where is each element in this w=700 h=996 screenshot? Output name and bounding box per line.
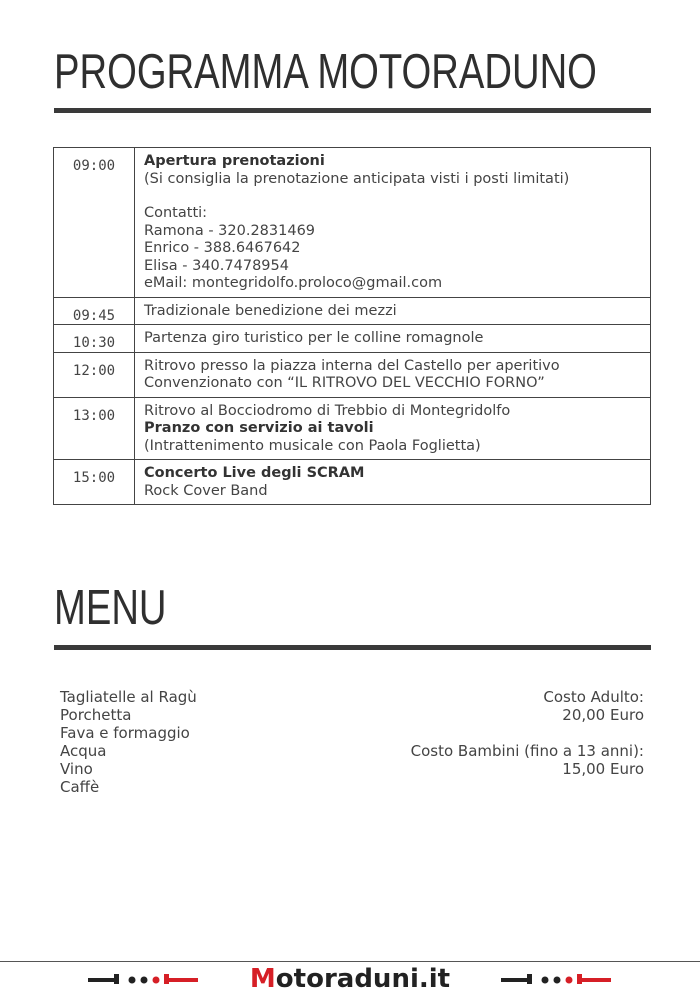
menu-divider (54, 645, 651, 650)
event-title: Ritrovo presso la piazza interna del Castello per aperitivo (144, 357, 560, 374)
event-title: Tradizionale benedizione dei mezzi (144, 302, 397, 319)
time-cell: 13:00 (54, 397, 135, 460)
adult-price-value: 20,00 Euro (562, 706, 644, 724)
motorbike-dots-icon (501, 971, 613, 987)
list-item: Caffè (60, 778, 100, 796)
description-cell (135, 325, 651, 353)
contact-phone: Enrico - 388.6467642 (144, 240, 301, 256)
description-cell (135, 148, 651, 298)
table-row (54, 460, 651, 505)
table-row (54, 325, 651, 353)
time-cell: 15:00 (54, 460, 135, 505)
footer-divider (0, 961, 700, 962)
event-note: (Intrattenimento musicale con Paola Foglietta) (144, 437, 481, 454)
event-title: Ritrovo al Bocciodromo di Trebbio di Montegridolfo (144, 402, 511, 419)
table-row (54, 148, 651, 298)
adult-price-label: Costo Adulto: (543, 688, 644, 706)
time-cell: 09:45 (54, 297, 135, 325)
event-title: Partenza giro turistico per le colline romagnole (144, 330, 484, 346)
program-title: PROGRAMMA MOTORADUNO (54, 45, 597, 99)
event-highlight: Pranzo con servizio ai tavoli (144, 420, 374, 436)
event-title: Concerto Live degli SCRAM (144, 465, 365, 481)
contact-email: eMail: montegridolfo.proloco@gmail.com (144, 275, 443, 291)
time-cell: 12:00 (54, 352, 135, 397)
description-cell (135, 397, 651, 460)
menu-prices (411, 688, 644, 778)
menu-items (60, 688, 197, 796)
description-cell (135, 352, 651, 397)
description-cell (135, 460, 651, 505)
description-cell (135, 297, 651, 325)
list-item: Fava e formaggio (60, 724, 190, 742)
title-divider (54, 108, 651, 113)
list-item: Acqua (60, 742, 107, 760)
list-item: Vino (60, 760, 93, 778)
event-note: (Si consiglia la prenotazione anticipata visti i posti limitati) (144, 170, 570, 187)
time-cell: 10:30 (54, 325, 135, 353)
contacts-label: Contatti: (144, 205, 208, 221)
child-price-value: 15,00 Euro (562, 760, 644, 778)
event-title: Apertura prenotazioni (144, 153, 325, 169)
list-item: Tagliatelle al Ragù (60, 688, 197, 706)
time-cell: 09:00 (54, 148, 135, 298)
brand-name: otoraduni.it (275, 964, 451, 994)
event-note: Rock Cover Band (144, 482, 268, 499)
contact-phone: Elisa - 340.7478954 (144, 257, 289, 274)
table-row (54, 397, 651, 460)
list-item: Porchetta (60, 706, 132, 724)
child-price-label: Costo Bambini (fino a 13 anni): (410, 742, 644, 760)
program-table (53, 147, 651, 505)
table-row (54, 297, 651, 325)
menu-title: MENU (54, 581, 167, 635)
contact-phone: Ramona - 320.2831469 (144, 222, 316, 239)
brand-initial: M (249, 964, 276, 994)
table-row (54, 352, 651, 397)
event-note: Convenzionato con “IL RITROVO DEL VECCHIO FORNO” (144, 375, 545, 391)
